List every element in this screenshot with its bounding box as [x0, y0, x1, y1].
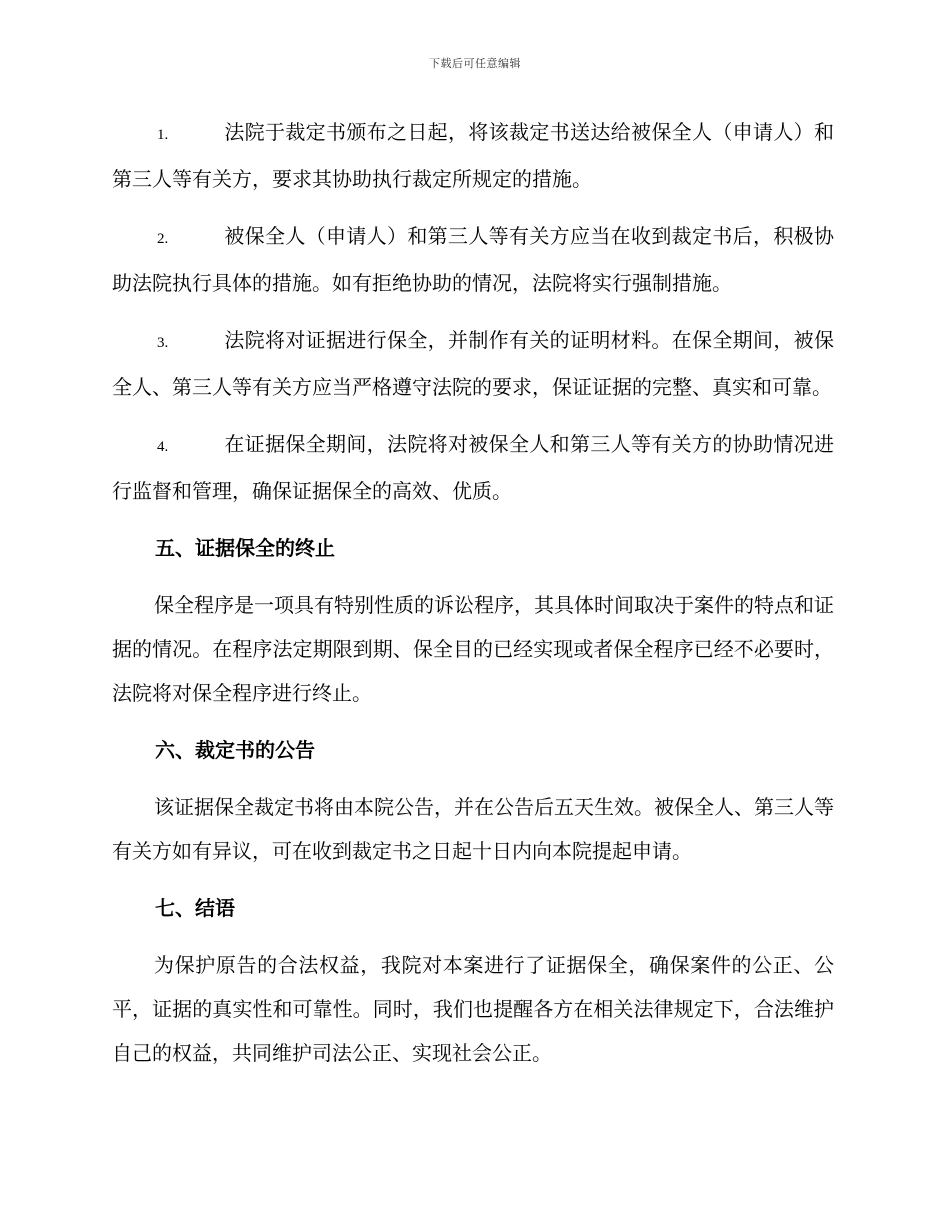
item-text: 被保全人（申请人）和第三人等有关方应当在收到裁定书后，积极协助法院执行具体的措施。如有拒绝协助的情况，法院将实行强制措施。 — [112, 224, 834, 295]
numbered-item — [112, 110, 834, 201]
item-number: 4. — [157, 439, 169, 455]
numbered-item — [112, 422, 834, 513]
section-paragraph: 为保护原告的合法权益，我院对本案进行了证据保全，确保案件的公正、公平，证据的真实性和可靠性。同时，我们也提醒各方在相关法律规定下，合法维护自己的权益，共同维护司法公正、实现社会公正。 — [112, 953, 834, 1065]
section-heading: 五、证据保全的终止 — [155, 536, 335, 560]
header-note: 下载后可任意编辑 — [429, 57, 521, 70]
section-heading: 六、裁定书的公告 — [155, 738, 315, 762]
document-body — [112, 110, 834, 1088]
item-text: 在证据保全期间，法院将对被保全人和第三人等有关方的协助情况进行监督和管理，确保证据保全的高效、优质。 — [112, 432, 834, 503]
item-number: 3. — [157, 335, 169, 351]
section-paragraph: 该证据保全裁定书将由本院公告，并在公告后五天生效。被保全人、第三人等有关方如有异议，可在收到裁定书之日起十日内向本院提起申请。 — [112, 795, 834, 863]
item-number: 2. — [157, 231, 169, 247]
item-text: 法院将对证据进行保全，并制作有关的证明材料。在保全期间，被保全人、第三人等有关方应当严格遵守法院的要求，保证证据的完整、真实和可靠。 — [112, 328, 834, 399]
numbered-item — [112, 214, 834, 305]
item-number: 1. — [157, 127, 169, 143]
item-text: 法院于裁定书颁布之日起，将该裁定书送达给被保全人（申请人）和第三人等有关方，要求其协助执行裁定所规定的措施。 — [112, 120, 834, 191]
numbered-item — [112, 318, 834, 409]
section-heading: 七、结语 — [155, 896, 235, 920]
section-paragraph: 保全程序是一项具有特别性质的诉讼程序，其具体时间取决于案件的特点和证据的情况。在程序法定期限到期、保全目的已经实现或者保全程序已经不必要时，法院将对保全程序进行终止。 — [112, 593, 834, 705]
